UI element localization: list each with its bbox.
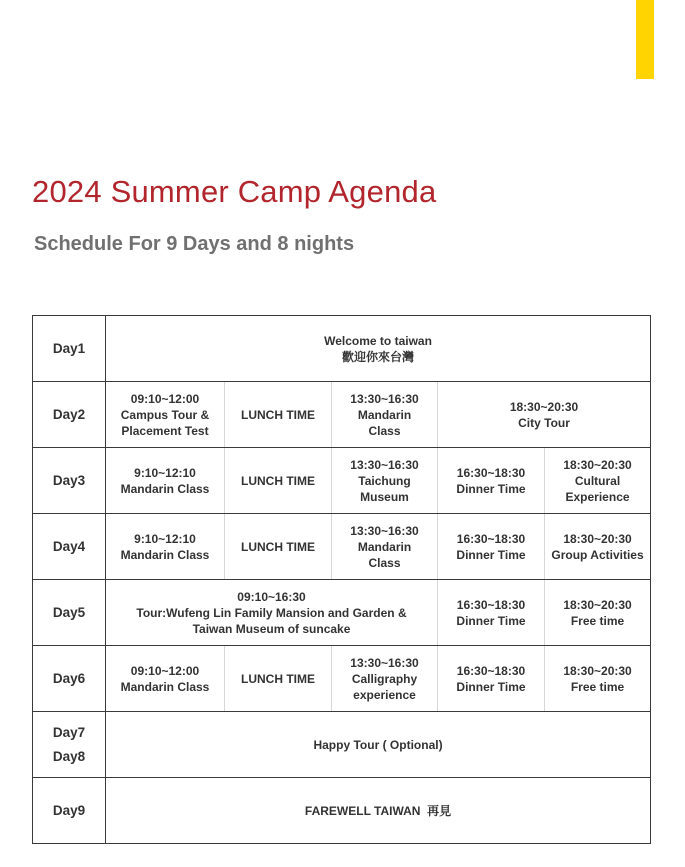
welcome-zh: 歡迎你來台灣 <box>342 349 415 364</box>
table-row-day5 <box>33 580 651 646</box>
lunch-cell: LUNCH TIME <box>225 382 332 448</box>
welcome-en: Welcome to taiwan <box>324 333 432 348</box>
table-row-day7-8 <box>33 712 651 778</box>
afternoon-cell: 13:30~16:30 Mandarin Class <box>332 382 438 448</box>
day-label: Day3 <box>33 448 106 514</box>
welcome-cell <box>106 316 651 382</box>
table-row-day2 <box>33 382 651 448</box>
lunch-cell: LUNCH TIME <box>225 646 332 712</box>
page-subtitle: Schedule For 9 Days and 8 nights <box>34 233 355 255</box>
day-label: Day6 <box>33 646 106 712</box>
afternoon-cell: 13:30~16:30 Taichung Museum <box>332 448 438 514</box>
day-label: Day4 <box>33 514 106 580</box>
day-label: Day5 <box>33 580 106 646</box>
evening-cell: 18:30~20:30 Cultural Experience <box>545 448 651 514</box>
lunch-cell: LUNCH TIME <box>225 448 332 514</box>
table-row-day4 <box>33 514 651 580</box>
agenda-table <box>32 315 651 844</box>
afternoon-cell: 13:30~16:30 Mandarin Class <box>332 514 438 580</box>
table-row-day9 <box>33 778 651 844</box>
farewell-cell: FAREWELL TAIWAN 再見 <box>106 778 651 844</box>
afternoon-cell: 13:30~16:30 Calligraphy experience <box>332 646 438 712</box>
evening-cell: 18:30~20:30 City Tour <box>438 382 651 448</box>
happy-tour-cell: Happy Tour ( Optional) <box>106 712 651 778</box>
morning-cell: 9:10~12:10 Mandarin Class <box>106 448 225 514</box>
table-row-day1 <box>33 316 651 382</box>
table-row-day6 <box>33 646 651 712</box>
dinner-cell: 16:30~18:30 Dinner Time <box>438 580 545 646</box>
morning-cell: 9:10~12:10 Mandarin Class <box>106 514 225 580</box>
dinner-cell: 16:30~18:30 Dinner Time <box>438 646 545 712</box>
accent-bar <box>636 0 654 79</box>
tour-cell: 09:10~16:30 Tour:Wufeng Lin Family Mansion and Garden & Taiwan Museum of suncake <box>106 580 438 646</box>
morning-cell: 09:10~12:00 Mandarin Class <box>106 646 225 712</box>
lunch-cell: LUNCH TIME <box>225 514 332 580</box>
dinner-cell: 16:30~18:30 Dinner Time <box>438 514 545 580</box>
evening-cell: 18:30~20:30 Free time <box>545 580 651 646</box>
evening-cell: 18:30~20:30 Group Activities <box>545 514 651 580</box>
evening-cell: 18:30~20:30 Free time <box>545 646 651 712</box>
day-label: Day1 <box>33 316 106 382</box>
morning-cell: 09:10~12:00 Campus Tour & Placement Test <box>106 382 225 448</box>
dinner-cell: 16:30~18:30 Dinner Time <box>438 448 545 514</box>
day-label: Day9 <box>33 778 106 844</box>
page-title: 2024 Summer Camp Agenda <box>32 174 437 209</box>
day-label: Day7 Day8 <box>33 712 106 778</box>
table-row-day3 <box>33 448 651 514</box>
day-label: Day2 <box>33 382 106 448</box>
